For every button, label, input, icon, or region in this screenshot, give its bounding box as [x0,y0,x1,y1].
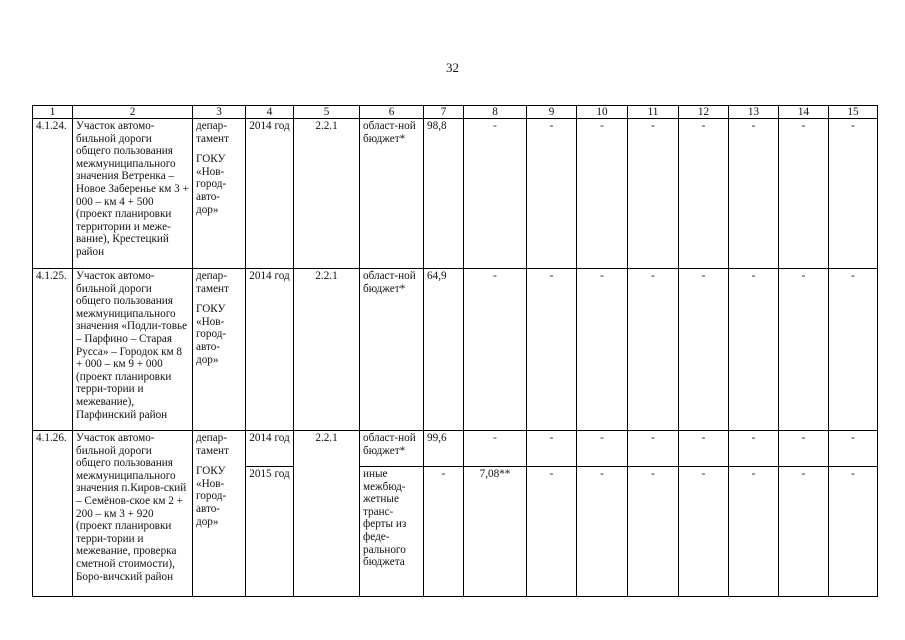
value-col-12: - [679,467,729,597]
value-col-13: - [729,119,779,269]
value-col-7: 98,8 [424,119,464,269]
value-col-9: - [527,467,577,597]
target-code: 2.2.1 [294,119,360,269]
value-col-10: - [577,119,628,269]
col-header-9: 9 [527,106,577,119]
row-number: 4.1.24. [33,119,73,269]
value-col-8: 7,08** [464,467,527,597]
col-header-15: 15 [829,106,878,119]
value-col-14: - [779,431,829,467]
value-col-14: - [779,467,829,597]
budget-table [32,105,878,597]
col-header-13: 13 [729,106,779,119]
value-col-11: - [628,431,679,467]
value-col-15: - [829,467,878,597]
contractor: ГОКУ «Нов-город-авто-дор» [196,303,227,366]
year: 2015 год [246,467,294,597]
table-row [33,431,878,467]
responsible [193,119,246,269]
value-col-11: - [628,119,679,269]
department: депар-тамент [196,120,229,145]
funding-source: област-ной бюджет* [360,431,424,467]
value-col-12: - [679,269,729,431]
responsible [193,431,246,597]
row-number: 4.1.26. [33,431,73,597]
value-col-10: - [577,431,628,467]
value-col-7: - [424,467,464,597]
col-header-6: 6 [360,106,424,119]
col-header-10: 10 [577,106,628,119]
funding-source: област-ной бюджет* [360,269,424,431]
col-header-4: 4 [246,106,294,119]
value-col-10: - [577,269,628,431]
value-col-7: 99,6 [424,431,464,467]
value-col-15: - [829,269,878,431]
value-col-11: - [628,467,679,597]
contractor: ГОКУ «Нов-город-авто-дор» [196,153,227,216]
target-code: 2.2.1 [294,269,360,431]
value-col-9: - [527,431,577,467]
target-code: 2.2.1 [294,431,360,597]
year: 2014 год [246,269,294,431]
value-col-13: - [729,467,779,597]
object-name: Участок автомо-бильной дороги общего пользования межмуниципального значения п.Киров-ский – Семёнов-ское км 2 + 200 – км 3 + 920 (проект планировки терри-тории и межевание, проверка сметной стоимости), Боро-вичский район [73,431,193,597]
value-col-15: - [829,119,878,269]
page-number: 32 [446,60,459,75]
value-col-14: - [779,119,829,269]
table-row [33,119,878,269]
value-col-9: - [527,119,577,269]
col-header-11: 11 [628,106,679,119]
col-header-3: 3 [193,106,246,119]
col-header-12: 12 [679,106,729,119]
row-number: 4.1.25. [33,269,73,431]
value-col-10: - [577,467,628,597]
value-col-14: - [779,269,829,431]
value-col-13: - [729,269,779,431]
contractor: ГОКУ «Нов-город-авто-дор» [196,465,227,528]
object-name: Участок автомо-бильной дороги общего пользования межмуниципального значения «Подли-товье – Парфино – Старая Русса» – Городок км 8 + 000 – км 9 + 000 (проект планировки терри-тории и межевание), Парфинский район [73,269,193,431]
col-header-14: 14 [779,106,829,119]
value-col-8: - [464,119,527,269]
value-col-8: - [464,431,527,467]
col-header-2: 2 [73,106,193,119]
value-col-7: 64,9 [424,269,464,431]
funding-source: иные межбюд-жетные транс-ферты из феде-рального бюджета [360,467,424,597]
department: депар-тамент [196,270,229,295]
col-header-7: 7 [424,106,464,119]
funding-source: област-ной бюджет* [360,119,424,269]
value-col-9: - [527,269,577,431]
object-name: Участок автомо-бильной дороги общего пользования межмуниципального значения Ветренка – Новое Заберенье км 3 + 000 – км 4 + 500 (проект планировки территории и меже-вание), Крестецкий район [73,119,193,269]
col-header-1: 1 [33,106,73,119]
value-col-13: - [729,431,779,467]
table-row [33,269,878,431]
department: депар-тамент [196,432,229,457]
year: 2014 год [246,431,294,467]
value-col-15: - [829,431,878,467]
value-col-12: - [679,431,729,467]
value-col-8: - [464,269,527,431]
col-header-5: 5 [294,106,360,119]
responsible [193,269,246,431]
value-col-12: - [679,119,729,269]
year: 2014 год [246,119,294,269]
value-col-11: - [628,269,679,431]
col-header-8: 8 [464,106,527,119]
header-row [33,106,878,119]
